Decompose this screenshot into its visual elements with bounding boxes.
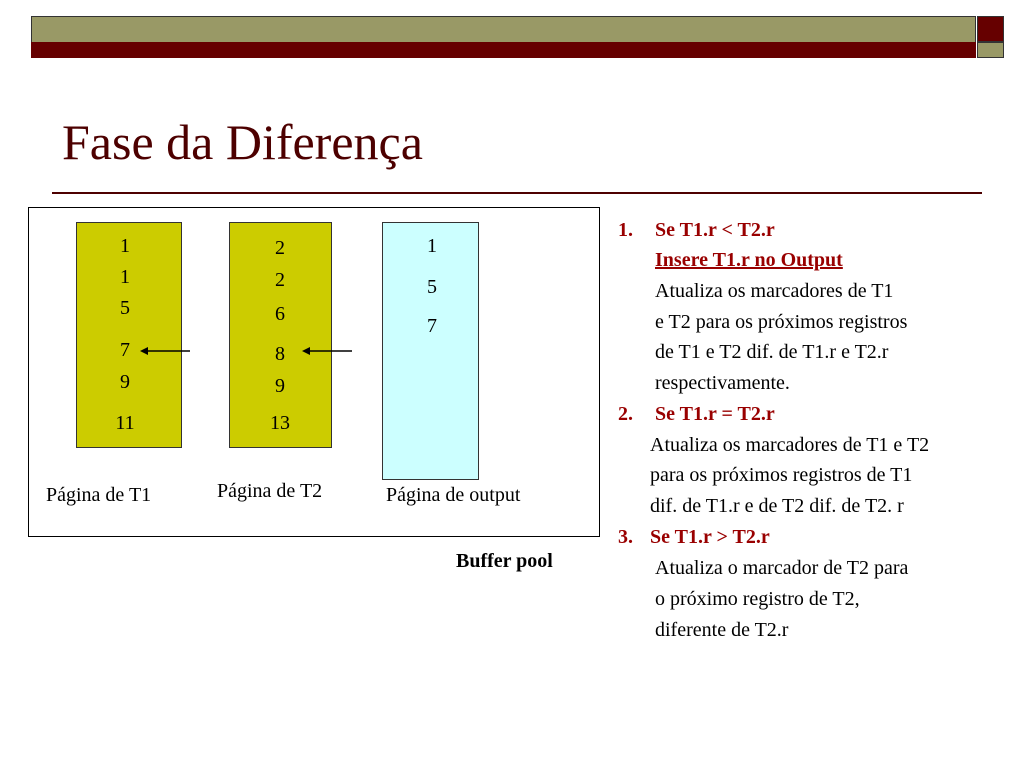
page-t1-caption: Página de T1 xyxy=(46,484,152,506)
rule-2-line: Atualiza os marcadores de T1 e T2 xyxy=(650,434,930,456)
rule-1-line: e T2 para os próximos registros xyxy=(655,311,908,333)
rule-3-line: diferente de T2.r xyxy=(655,619,789,641)
t2-value: 9 xyxy=(275,375,285,397)
t1-value: 1 xyxy=(120,235,130,257)
t1-value: 9 xyxy=(120,371,130,393)
rule-1-number: 1. xyxy=(618,219,633,241)
t1-value: 1 xyxy=(120,266,130,288)
rule-2-line: para os próximos registros de T1 xyxy=(650,464,913,486)
page-output-caption: Página de output xyxy=(386,484,521,506)
rule-1-line: respectivamente. xyxy=(655,372,790,394)
header-square-small xyxy=(977,42,1004,58)
output-value: 7 xyxy=(427,315,437,337)
t1-value: 11 xyxy=(115,412,135,434)
slide-title: Fase da Diferença xyxy=(62,114,423,170)
output-value: 1 xyxy=(427,235,437,257)
title-divider xyxy=(52,192,982,194)
t2-value: 6 xyxy=(275,303,285,325)
t2-value-marked: 8 xyxy=(275,343,285,365)
rule-1-line: de T1 e T2 dif. de T1.r e T2.r xyxy=(655,341,889,363)
page-output-block xyxy=(382,222,479,480)
t1-value-marked: 7 xyxy=(120,339,130,361)
rule-1-condition: Se T1.r < T2.r xyxy=(655,219,775,241)
t2-value: 2 xyxy=(275,269,285,291)
buffer-pool-label: Buffer pool xyxy=(456,550,553,572)
rule-3-number: 3. xyxy=(618,526,633,548)
rule-1-action: Insere T1.r no Output xyxy=(655,249,843,271)
t1-value: 5 xyxy=(120,297,130,319)
output-value: 5 xyxy=(427,276,437,298)
t2-marker-arrow xyxy=(300,343,354,359)
rule-2-condition: Se T1.r = T2.r xyxy=(655,403,775,425)
rule-2-line: dif. de T1.r e de T2 dif. de T2. r xyxy=(650,495,904,517)
rule-3-condition: Se T1.r > T2.r xyxy=(650,526,770,548)
page-t2-caption: Página de T2 xyxy=(217,480,323,502)
t2-value: 13 xyxy=(270,412,290,434)
t1-marker-arrow xyxy=(138,343,192,359)
rule-3-line: o próximo registro de T2, xyxy=(655,588,860,610)
t2-value: 2 xyxy=(275,237,285,259)
header-band-stripe xyxy=(31,42,976,58)
rule-1-line: Atualiza os marcadores de T1 xyxy=(655,280,894,302)
rule-3-line: Atualiza o marcador de T2 para xyxy=(655,557,909,579)
rule-2-number: 2. xyxy=(618,403,633,425)
header-square xyxy=(977,16,1004,42)
